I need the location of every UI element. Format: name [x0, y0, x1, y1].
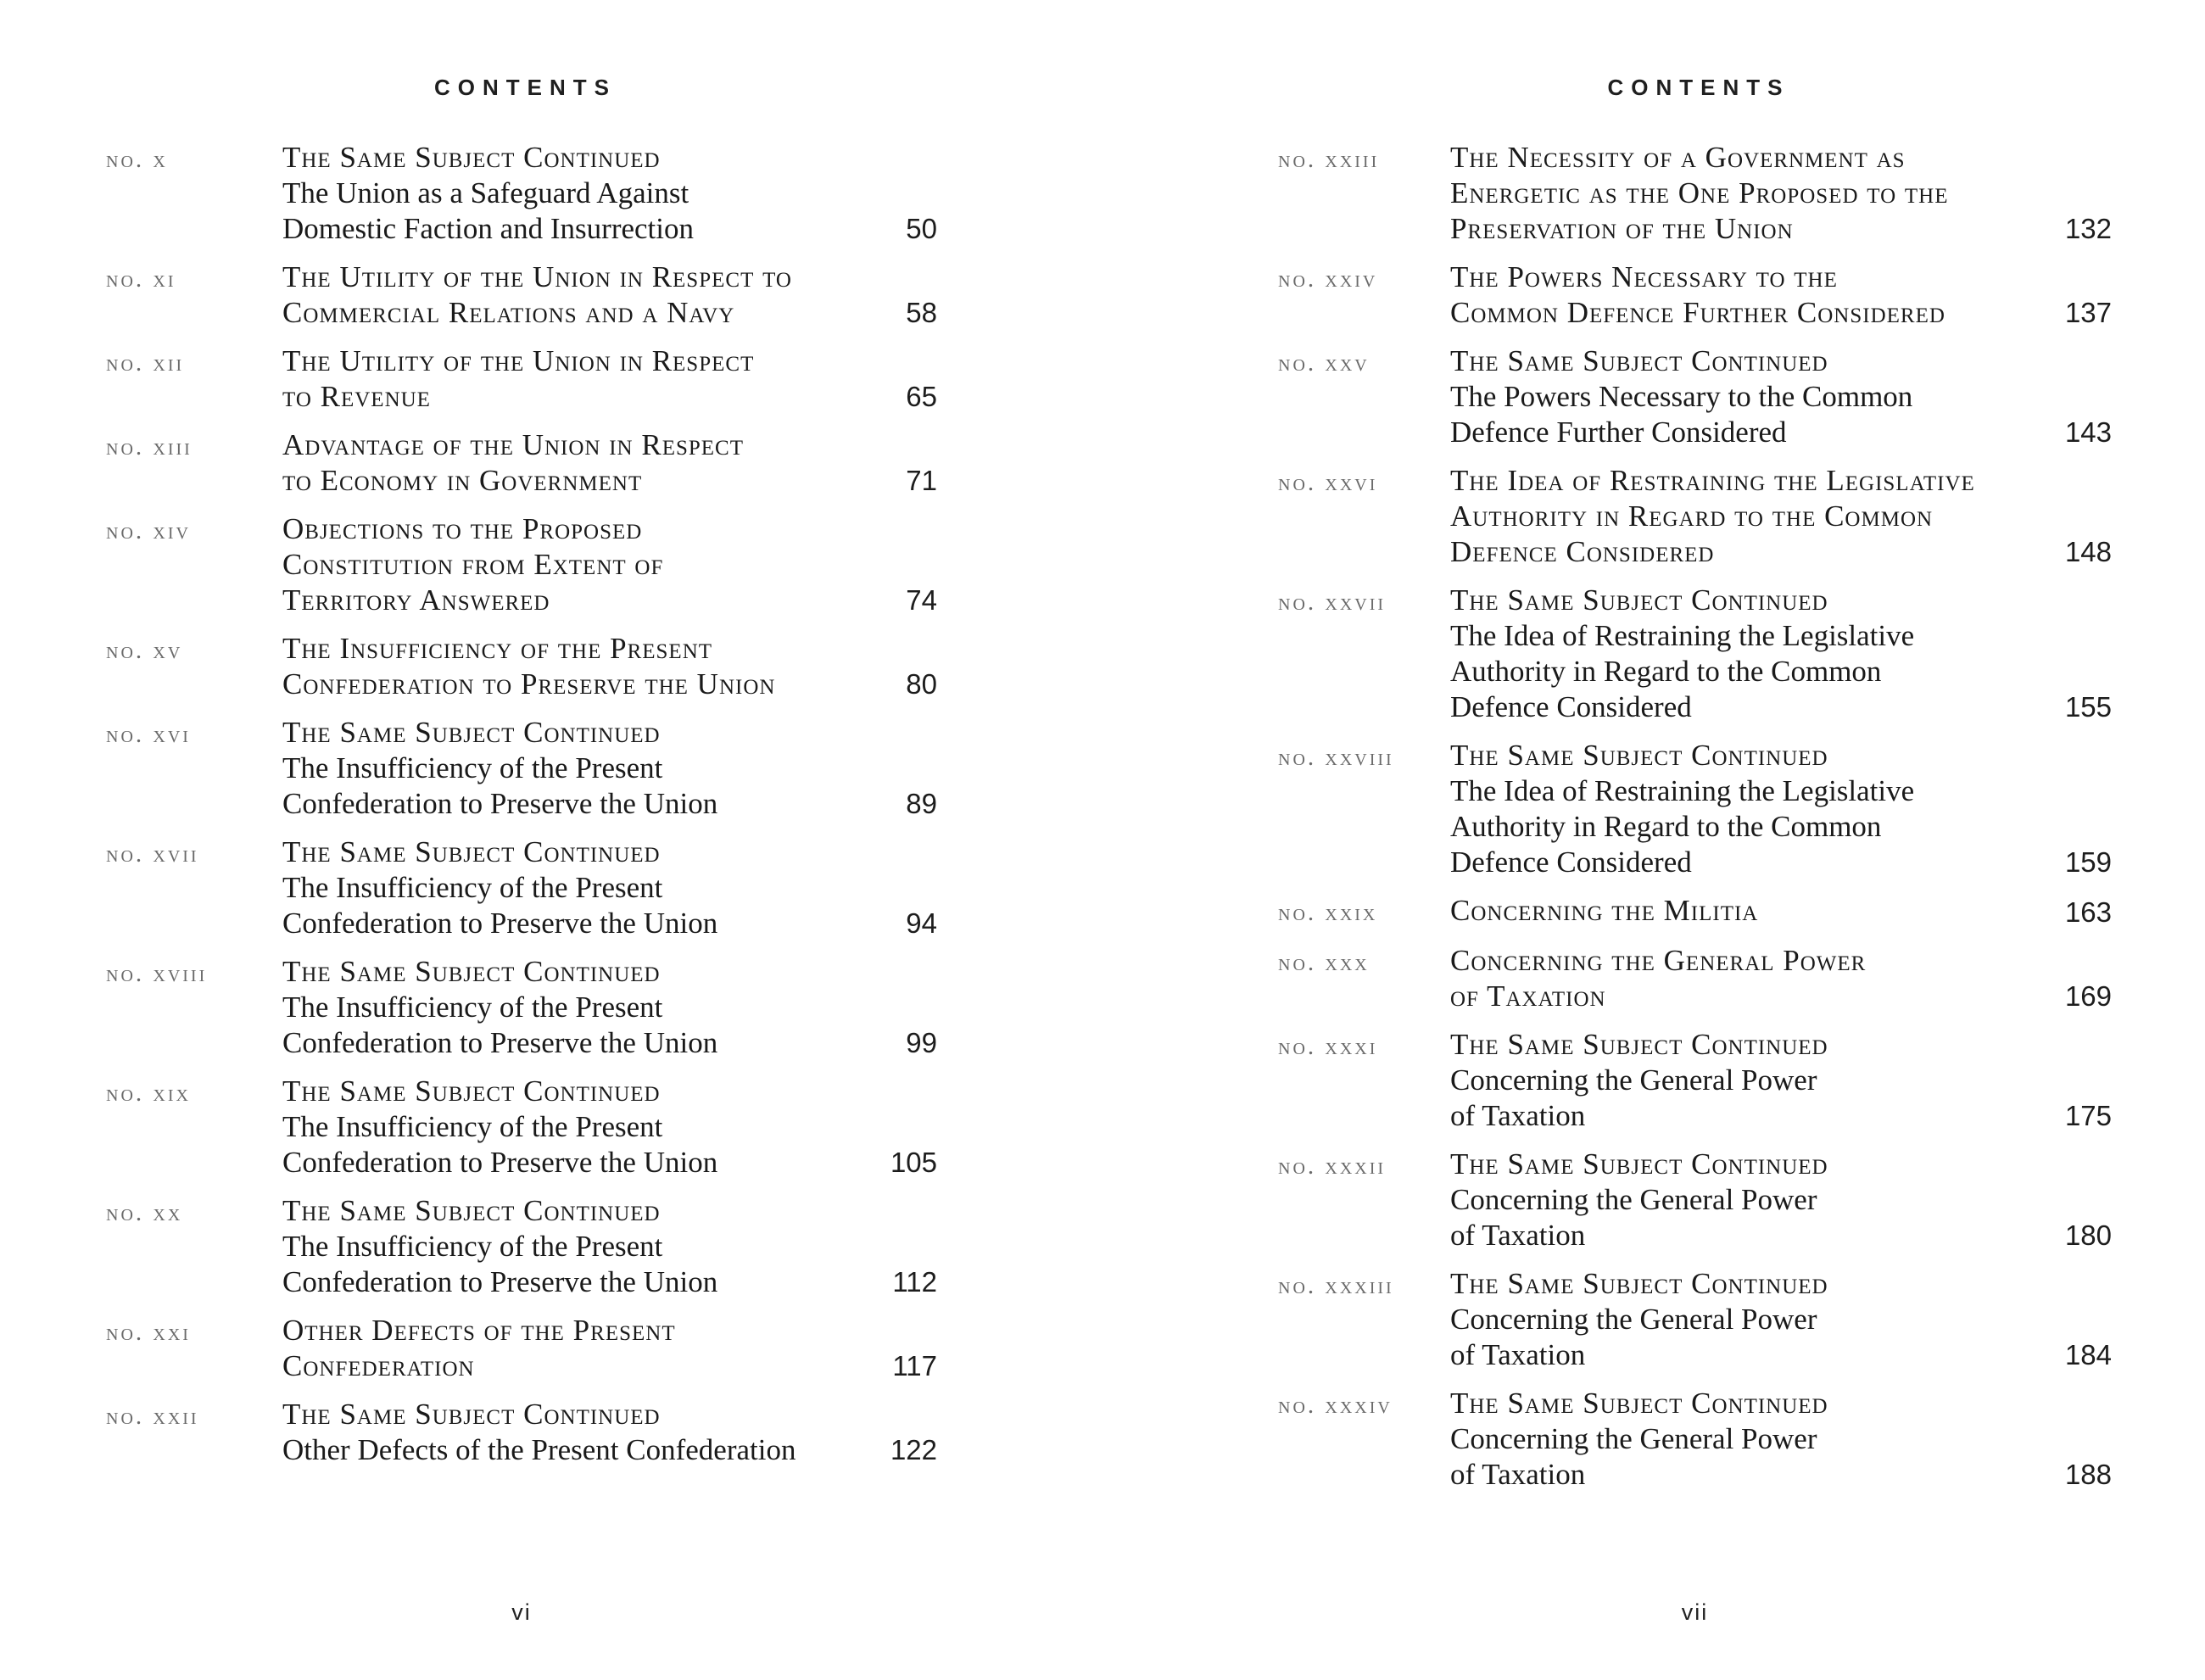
entry-title: [282, 1193, 842, 1300]
entry-title-line: The Same Subject Continued: [282, 716, 661, 749]
toc-entry: [1278, 943, 2112, 1014]
toc-entry: [106, 1193, 937, 1300]
entry-title: [282, 834, 842, 941]
entry-page-number: 163: [2064, 896, 2112, 928]
entry-number: no. xxiii: [1278, 146, 1380, 173]
entry-title: [1450, 738, 2017, 880]
entry-title: [1450, 140, 2017, 247]
entry-title-line: The Insufficiency of the Present: [282, 871, 663, 904]
toc-entry: [106, 140, 937, 247]
toc-entry: [106, 343, 937, 415]
toc-entry: [106, 511, 937, 618]
entry-title: [282, 343, 842, 415]
entry-number: no. xxv: [1278, 349, 1370, 377]
entry-title: [1450, 1386, 2017, 1493]
right-page: [1102, 0, 2205, 1680]
toc-entry: [1278, 1027, 2112, 1134]
right-page-text-block: [1278, 0, 2112, 1625]
entry-title: [282, 427, 842, 499]
entry-number: no. xvi: [106, 721, 191, 748]
entry-title: [1450, 463, 2017, 570]
entry-title-line: The Union as a Safeguard Against: [282, 176, 689, 209]
entry-title-line: The Same Subject Continued: [1450, 739, 1828, 772]
entry-title-line: Common Defence Further Considered: [1450, 296, 1945, 329]
entry-number: no. xii: [106, 349, 185, 377]
entry-title-line: The Powers Necessary to the: [1450, 260, 1838, 293]
entry-title-line: The Same Subject Continued: [1450, 583, 1828, 617]
entry-title-line: Territory Answered: [282, 583, 550, 617]
entry-title: [282, 140, 842, 247]
left-page: [0, 0, 1102, 1680]
entry-title-line: The Same Subject Continued: [1450, 1267, 1828, 1300]
entry-title: [282, 954, 842, 1061]
entry-number: no. xxiv: [1278, 265, 1378, 293]
entry-page-number: 122: [890, 1434, 937, 1465]
entry-title-line: Confederation to Preserve the Union: [282, 787, 718, 820]
entry-number: no. xiii: [106, 433, 193, 460]
entry-title: [1450, 583, 2017, 725]
entry-title-line: Preservation of the Union: [1450, 212, 1794, 245]
entry-page-number: 74: [906, 584, 937, 616]
entry-title: [282, 1074, 842, 1180]
entry-page-number: 169: [2064, 980, 2112, 1012]
entry-title-line: Objections to the Proposed: [282, 512, 643, 545]
entry-title-line: The Same Subject Continued: [282, 1074, 661, 1108]
page-title: CONTENTS: [1607, 75, 1790, 100]
entry-page-number: 143: [2064, 416, 2112, 448]
entry-title: [1450, 1266, 2017, 1373]
entry-title-line: Concerning the General Power: [1450, 1422, 1817, 1455]
entry-number: no. xvii: [106, 840, 199, 868]
toc-entry: [106, 715, 937, 822]
entry-title-line: Confederation: [282, 1349, 475, 1382]
entry-page-number: 155: [2064, 691, 2112, 723]
entry-title-line: The Idea of Restraining the Legislative: [1450, 774, 1915, 807]
entry-title: [1450, 943, 2017, 1014]
entry-title-line: Concerning the General Power: [1450, 1063, 1817, 1097]
entry-number: no. xxx: [1278, 949, 1370, 976]
entry-title-line: Defence Considered: [1450, 846, 1692, 879]
entry-page-number: 80: [906, 668, 937, 700]
entry-title-line: The Idea of Restraining the Legislative: [1450, 619, 1915, 652]
entry-title-line: The Insufficiency of the Present: [282, 1230, 663, 1263]
entry-number: no. xiv: [106, 517, 191, 544]
entry-page-number: 132: [2064, 213, 2112, 244]
entry-title-line: Advantage of the Union in Respect: [282, 428, 745, 461]
entry-title: [282, 260, 842, 331]
toc-entry: [1278, 463, 2112, 570]
entry-page-number: 105: [890, 1147, 937, 1178]
entry-title-line: to Revenue: [282, 380, 431, 413]
entry-title-line: of Taxation: [1450, 1338, 1586, 1371]
entry-title: [282, 1313, 842, 1384]
entry-title-line: to Economy in Government: [282, 464, 643, 497]
entry-title-line: The Same Subject Continued: [1450, 1028, 1828, 1061]
entry-title-line: The Utility of the Union in Respect: [282, 344, 755, 377]
toc-entry: [106, 1074, 937, 1180]
entry-title-line: The Same Subject Continued: [282, 1194, 661, 1227]
toc-entry: [1278, 1386, 2112, 1493]
entry-page-number: 112: [892, 1266, 937, 1298]
entry-number: no. xv: [106, 637, 183, 664]
entry-title-line: Commercial Relations and a Navy: [282, 296, 735, 329]
entry-title-line: Confederation to Preserve the Union: [282, 1265, 718, 1298]
page-number-folio: vii: [1681, 1599, 1709, 1625]
entry-page-number: 175: [2064, 1100, 2112, 1131]
entry-page-number: 58: [906, 297, 937, 328]
entry-page-number: 148: [2064, 536, 2112, 567]
toc-entry: [1278, 343, 2112, 450]
entry-number: no. xxix: [1278, 899, 1378, 926]
entry-title-line: The Same Subject Continued: [1450, 1147, 1828, 1180]
toc-entry: [106, 834, 937, 941]
toc-entry: [106, 1397, 937, 1468]
entry-number: no. xxviii: [1278, 744, 1394, 771]
entry-title: [282, 1397, 842, 1468]
toc-entry: [1278, 583, 2112, 725]
toc-entry: [1278, 1266, 2112, 1373]
entry-title-line: The Idea of Restraining the Legislative: [1450, 464, 1975, 497]
entry-page-number: 89: [906, 788, 937, 819]
entry-title-line: The Insufficiency of the Present: [282, 1110, 663, 1143]
entry-page-number: 184: [2064, 1339, 2112, 1370]
entry-number: no. xxxii: [1278, 1153, 1387, 1180]
entry-title-line: of Taxation: [1450, 1099, 1586, 1132]
entry-title-line: Confederation to Preserve the Union: [282, 1026, 718, 1059]
entry-title-line: Confederation to Preserve the Union: [282, 667, 776, 700]
entry-number: no. xxii: [106, 1403, 199, 1430]
entry-page-number: 117: [892, 1350, 937, 1381]
entry-page-number: 137: [2064, 297, 2112, 328]
entry-title-line: The Necessity of a Government as: [1450, 141, 1906, 174]
toc-entry: [106, 1313, 937, 1384]
entry-number: no. xix: [106, 1080, 191, 1107]
entry-title-line: Energetic as the One Proposed to the: [1450, 176, 1949, 209]
toc-entry: [1278, 260, 2112, 331]
entry-title-line: Defence Considered: [1450, 690, 1692, 723]
entry-title: [282, 631, 842, 702]
entry-number: no. x: [106, 146, 168, 173]
entry-title-line: Defence Further Considered: [1450, 416, 1787, 449]
page-title: CONTENTS: [434, 75, 617, 100]
entry-number: no. xxxi: [1278, 1033, 1378, 1060]
entry-title-line: Other Defects of the Present: [282, 1314, 676, 1347]
entry-number: no. xxxiii: [1278, 1272, 1394, 1299]
entry-title-line: The Insufficiency of the Present: [282, 991, 663, 1024]
entry-title-line: Constitution from Extent of: [282, 548, 664, 581]
entry-page-number: 159: [2064, 846, 2112, 878]
entry-title-line: Authority in Regard to the Common: [1450, 655, 1882, 688]
entry-page-number: 188: [2064, 1459, 2112, 1490]
entry-page-number: 94: [906, 907, 937, 939]
entry-number: no. xviii: [106, 960, 208, 987]
entry-page-number: 71: [906, 465, 937, 496]
entry-number: no. xxxiv: [1278, 1392, 1393, 1419]
toc-entry-list: [1278, 140, 2112, 1493]
entry-title: [282, 511, 842, 618]
entry-title-line: The Insufficiency of the Present: [282, 632, 713, 665]
left-page-text-block: [106, 0, 937, 1625]
entry-page-number: 50: [906, 213, 937, 244]
entry-number: no. xxi: [106, 1319, 191, 1346]
entry-title-line: Authority in Regard to the Common: [1450, 810, 1882, 843]
entry-number: no. xx: [106, 1199, 183, 1226]
entry-title-line: Concerning the General Power: [1450, 944, 1867, 977]
entry-title-line: Domestic Faction and Insurrection: [282, 212, 695, 245]
entry-title-line: The Same Subject Continued: [1450, 1387, 1828, 1420]
entry-title-line: Authority in Regard to the Common: [1450, 500, 1934, 533]
toc-entry-list: [106, 140, 937, 1468]
entry-title-line: of Taxation: [1450, 1219, 1586, 1252]
entry-page-number: 65: [906, 381, 937, 412]
page-number-folio: vi: [511, 1599, 532, 1625]
entry-title-line: The Powers Necessary to the Common: [1450, 380, 1913, 413]
toc-entry: [106, 954, 937, 1061]
entry-title-line: The Same Subject Continued: [282, 955, 661, 988]
entry-title-line: The Same Subject Continued: [1450, 344, 1828, 377]
entry-title: [282, 715, 842, 822]
entry-title-line: The Same Subject Continued: [282, 141, 661, 174]
entry-title-line: The Utility of the Union in Respect to: [282, 260, 792, 293]
entry-title-line: Concerning the General Power: [1450, 1303, 1817, 1336]
entry-page-number: 180: [2064, 1220, 2112, 1251]
entry-number: no. xi: [106, 265, 176, 293]
entry-title-line: Confederation to Preserve the Union: [282, 907, 718, 940]
entry-title-line: The Insufficiency of the Present: [282, 751, 663, 784]
toc-entry: [1278, 140, 2112, 247]
entry-title-line: Defence Considered: [1450, 535, 1715, 568]
entry-title-line: of Taxation: [1450, 980, 1606, 1013]
entry-number: no. xxvii: [1278, 589, 1387, 616]
toc-entry: [106, 631, 937, 702]
entry-title-line: Confederation to Preserve the Union: [282, 1146, 718, 1179]
toc-entry: [1278, 1147, 2112, 1253]
toc-entry: [1278, 738, 2112, 880]
entry-title-line: Concerning the General Power: [1450, 1183, 1817, 1216]
entry-number: no. xxvi: [1278, 469, 1378, 496]
toc-entry: [1278, 893, 2112, 930]
toc-entry: [106, 427, 937, 499]
toc-entry: [106, 260, 937, 331]
entry-title: [1450, 343, 2017, 450]
entry-title-line: Other Defects of the Present Confederation: [282, 1433, 796, 1466]
entry-title: [1450, 1147, 2017, 1253]
entry-title: [1450, 1027, 2017, 1134]
entry-title-line: of Taxation: [1450, 1458, 1586, 1491]
entry-title-line: The Same Subject Continued: [282, 835, 661, 868]
entry-title-line: The Same Subject Continued: [282, 1398, 661, 1431]
entry-title-line: Concerning the Militia: [1450, 894, 1759, 927]
entry-title: [1450, 260, 2017, 331]
entry-title: [1450, 893, 2017, 930]
entry-page-number: 99: [906, 1027, 937, 1058]
